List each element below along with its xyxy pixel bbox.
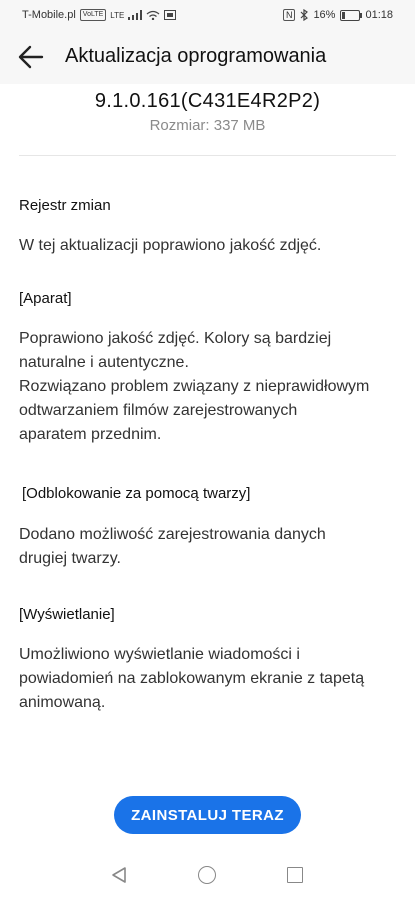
notification-icon [164, 10, 176, 20]
section-line: Umożliwiono wyświetlanie wiadomości i [19, 646, 300, 663]
section-line: naturalne i autentyczne. [19, 354, 189, 371]
page-title: Aktualizacja oprogramowania [65, 45, 327, 67]
section-title-face-unlock: [Odblokowanie za pomocą twarzy] [22, 485, 251, 502]
section-body-face-unlock [19, 523, 399, 571]
scroll-fade [0, 724, 415, 754]
battery-percent: 16% [313, 9, 336, 21]
section-line: powiadomień na zablokowanym ekranie z tapetą [19, 670, 365, 687]
changelog-intro: W tej aktualizacji poprawiono jakość zdjęć. [19, 237, 322, 254]
section-title-display: [Wyświetlanie] [19, 606, 115, 623]
update-size: Rozmiar: 337 MB [149, 117, 266, 134]
nav-recent-icon[interactable] [287, 867, 303, 883]
network-type: LTE [110, 10, 125, 20]
section-line: drugiej twarzy. [19, 550, 121, 567]
nav-back-icon[interactable] [110, 866, 128, 884]
app-bar [0, 30, 415, 84]
update-details[interactable] [0, 84, 415, 754]
section-line: odtwarzaniem filmów zarejestrowanych [19, 402, 298, 419]
section-line: Dodano możliwość zarejestrowania danych [19, 526, 326, 543]
version-number: 9.1.0.161(C431E4R2P2) [94, 90, 321, 112]
signal-icon [128, 10, 142, 20]
clock: 01:18 [365, 9, 393, 21]
section-title-camera: [Aparat] [19, 290, 72, 307]
section-body-display [19, 643, 399, 715]
nav-home-icon[interactable] [198, 866, 216, 884]
section-line: aparatem przednim. [19, 426, 162, 443]
battery-icon [340, 10, 360, 21]
navigation-bar [0, 850, 415, 900]
section-line: Rozwiązano problem związany z nieprawidłowym [19, 378, 370, 395]
status-left [22, 9, 176, 21]
bluetooth-icon [300, 9, 308, 21]
wifi-icon [146, 10, 160, 20]
nfc-icon: N [283, 9, 296, 21]
section-line: animowaną. [19, 694, 106, 711]
status-bar [0, 0, 415, 30]
status-right [283, 9, 393, 21]
volte-icon: VoLTE [80, 9, 107, 21]
section-body-camera [19, 327, 399, 447]
section-line: Poprawiono jakość zdjęć. Kolory są bardziej [19, 330, 332, 347]
carrier-name: T-Mobile.pl [22, 9, 76, 21]
install-now-button[interactable]: ZAINSTALUJ TERAZ [114, 796, 301, 834]
divider [19, 155, 396, 156]
changelog-heading: Rejestr zmian [19, 197, 111, 214]
back-arrow-icon[interactable] [17, 44, 45, 70]
